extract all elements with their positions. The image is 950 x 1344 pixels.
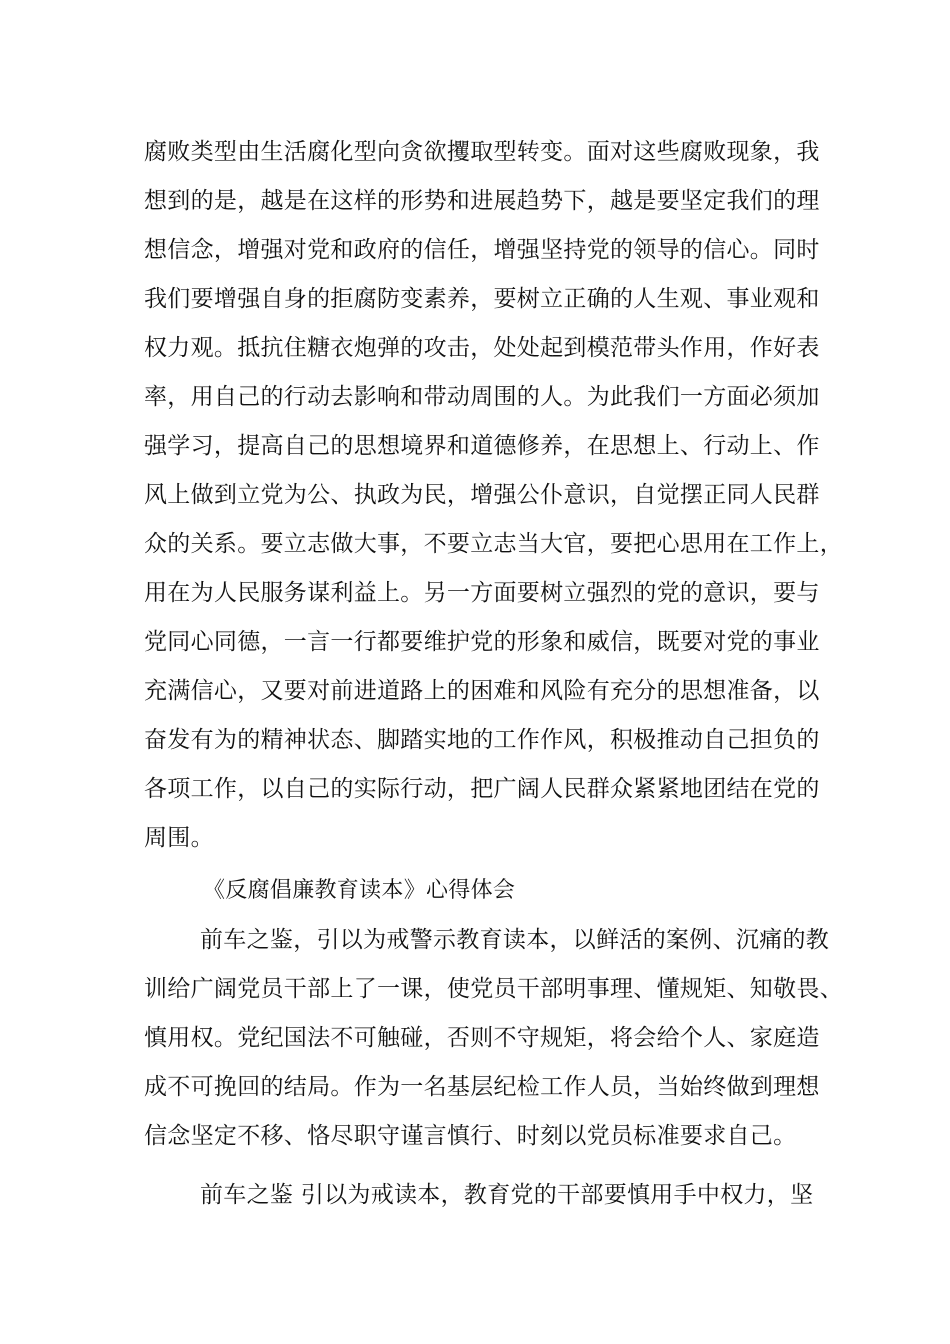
paragraph1-line-13: 奋发有为的精神状态、脚踏实地的工作作风，积极推动自己担负的 [144, 727, 820, 753]
paragraph1-line-5: 权力观。抵抗住糖衣炮弹的攻击，处处起到模范带头作用，作好表 [144, 335, 820, 361]
paragraph1-line-14: 各项工作，以自己的实际行动，把广阔人民群众紧紧地团结在党的 [144, 776, 820, 802]
paragraph1-line-8: 风上做到立党为公、执政为民，增强公仆意识，自觉摆正同人民群 [144, 482, 820, 508]
paragraph1-line-6: 率，用自己的行动去影响和带动周围的人。为此我们一方面必须加 [144, 384, 820, 410]
paragraph1-line-3: 想信念，增强对党和政府的信任，增强坚持党的领导的信心。同时 [144, 237, 820, 263]
paragraph1-line-7: 强学习，提高自己的思想境界和道德修养，在思想上、行动上、作 [144, 433, 820, 459]
paragraph1-line-11: 党同心同德，一言一行都要维护党的形象和威信，既要对党的事业 [144, 629, 820, 655]
paragraph1-line-4: 我们要增强自身的拒腐防变素养，要树立正确的人生观、事业观和 [144, 286, 820, 312]
paragraph2-line-4: 成不可挽回的结局。作为一名基层纪检工作人员，当始终做到理想 [144, 1074, 820, 1100]
section-heading: 《反腐倡廉教育读本》心得体会 [203, 878, 516, 903]
paragraph3-line-1: 前车之鉴 引以为戒读本，教育党的干部要慎用手中权力，坚 [200, 1182, 814, 1208]
paragraph2-line-5: 信念坚定不移、恪尽职守谨言慎行、时刻以党员标准要求自己。 [144, 1123, 797, 1149]
paragraph1-line-10: 用在为人民服务谋利益上。另一方面要树立强烈的党的意识，要与 [144, 580, 820, 606]
paragraph2-line-1: 前车之鉴，引以为戒警示教育读本，以鲜活的案例、沉痛的教 [200, 927, 830, 953]
paragraph1-line-9: 众的关系。要立志做大事，不要立志当大官，要把心思用在工作上， [144, 531, 843, 557]
paragraph2-line-3: 慎用权。党纪国法不可触碰，否则不守规矩，将会给个人、家庭造 [144, 1025, 820, 1051]
paragraph1-line-15: 周围。 [144, 825, 214, 851]
paragraph1-line-1: 腐败类型由生活腐化型向贪欲攫取型转变。面对这些腐败现象，我 [144, 139, 820, 165]
paragraph2-line-2: 训给广阔党员干部上了一课，使党员干部明事理、懂规矩、知敬畏、 [144, 976, 843, 1002]
paragraph1-line-2: 想到的是，越是在这样的形势和进展趋势下，越是要坚定我们的理 [144, 188, 820, 214]
paragraph1-line-12: 充满信心，又要对前进道路上的困难和风险有充分的思想准备，以 [144, 678, 820, 704]
